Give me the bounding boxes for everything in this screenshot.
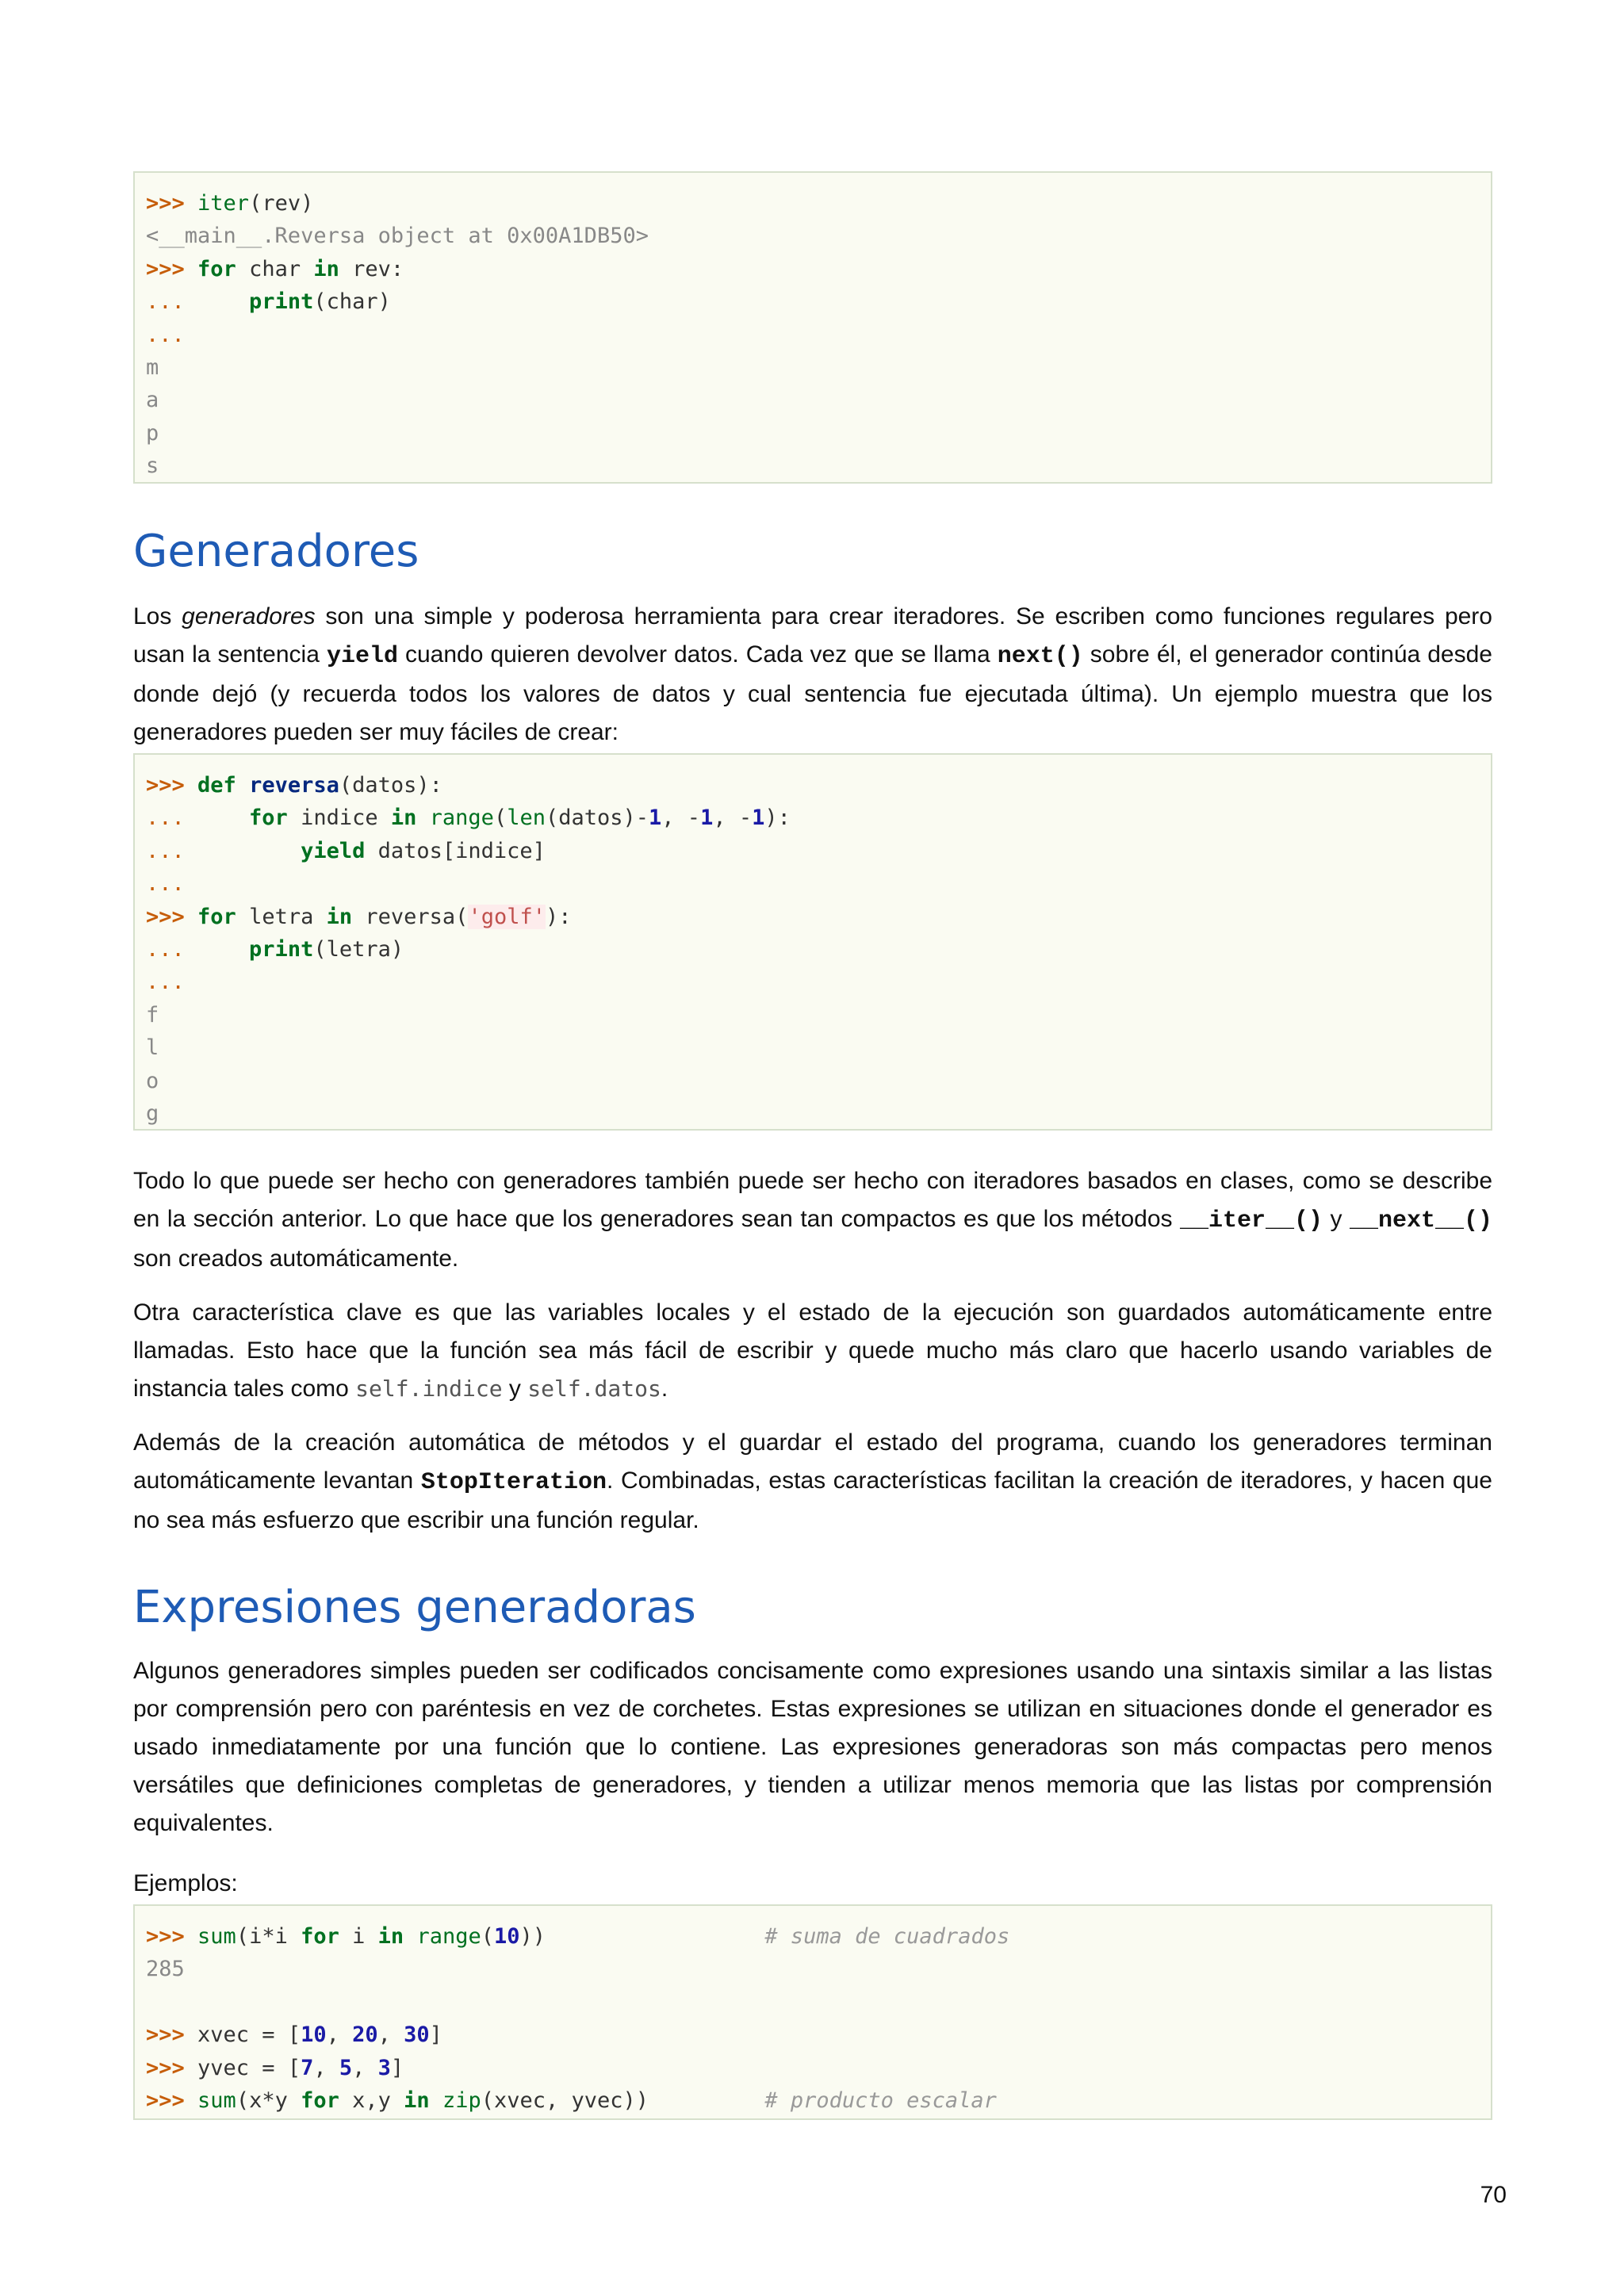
code-token: ... [146,806,250,831]
code-token: in [404,2087,430,2113]
heading-expresiones-generadoras: Expresiones generadoras [133,1582,696,1633]
code-token: f [146,1002,159,1027]
code-token: ): [764,806,791,831]
text: y [1323,1206,1350,1232]
code-line [146,901,1480,933]
code-token: ... [146,289,250,315]
code-line [146,285,1480,318]
code-token: 'golf' [468,904,546,929]
code-token: datos[indice] [365,838,546,863]
code-token: , - [661,806,701,831]
code-token: # suma de cuadrados [764,1924,1010,1949]
code-line [146,220,1480,252]
code-token: ): [545,904,572,929]
code-token: >>> [146,2022,198,2048]
code-token: for [301,2087,339,2113]
code-token: iter [197,191,250,216]
code-line [146,835,1480,867]
code-token [416,806,429,830]
code-token: o [146,1068,159,1093]
paragraph-estado [133,1294,1492,1408]
code-token: (i*i [236,1924,301,1949]
code-line [146,2084,1480,2117]
code-token: print [249,289,314,315]
code-token: char [236,256,314,281]
code-token: ] [390,2055,404,2080]
text: . Combinadas, estas características facilitan la creación de iteradores, y hacen que no sea más esfuerzo que escribir una función regular. [133,1468,1492,1533]
text: cuando quieren devolver datos. Cada vez que se llama [397,641,998,668]
code-token: # producto escalar [764,2087,997,2113]
emphasis-generadores: generadores [182,603,316,629]
text: . [661,1376,668,1402]
code-token: 1 [700,806,714,831]
code-token [404,1924,416,1949]
code-token: 10 [301,2022,327,2048]
code-token: , [377,2022,404,2048]
paragraph-compactos [133,1162,1492,1278]
paragraph-ejemplos: Ejemplos: [133,1870,238,1896]
text: Otra característica clave es que las variables locales y el estado de la ejecución son guardados automáticamente entre llamadas. Esto hace que la función sea más fácil de escribir y quede mucho más claro que hacerlo usando variables de instancia tales como [133,1299,1492,1402]
code-self-indice: self.indice [355,1376,503,1402]
code-token: 30 [404,2022,430,2048]
code-line [146,1953,1480,1985]
code-next: next() [997,643,1083,670]
code-token: (x*y [236,2087,301,2113]
code-token: (rev) [249,191,314,216]
code-token: rev: [339,256,404,281]
text: Además de la creación automática de métodos y el guardar el estado del programa, cuando los generadores terminan automáticamente levantan [133,1429,1492,1494]
code-block-reversa [133,753,1492,1131]
code-token: (datos)- [545,806,649,831]
text: y [502,1376,528,1402]
code-token: ... [146,970,185,995]
code-line [146,319,1480,351]
code-token [430,2088,442,2113]
code-token: range [429,806,494,831]
code-token: >>> [146,256,198,281]
code-token: sum [197,1924,236,1949]
code-line [146,802,1480,834]
code-token: 20 [352,2022,378,2048]
code-line [146,966,1480,998]
code-token: s [146,453,159,479]
code-token: 3 [377,2055,391,2080]
code-line [146,417,1480,450]
code-token: 10 [493,1924,520,1949]
code-next-method: __next__() [1349,1207,1493,1234]
code-token: ] [429,2022,442,2048]
code-yield: yield [326,643,398,670]
code-line [146,187,1480,220]
heading-generadores: Generadores [133,526,419,577]
code-token: m [146,354,159,380]
code-line [146,2019,1480,2051]
code-token: (xvec, yvec)) [481,2087,765,2113]
code-token: ... [146,936,250,962]
code-token: yvec = [ [197,2055,301,2080]
code-token: for [197,904,236,929]
code-token: (datos): [339,773,442,798]
code-token: g [146,1100,159,1126]
code-token: for [301,1924,339,1949]
code-token: 7 [301,2055,314,2080]
code-token: for [249,806,288,831]
code-token: >>> [146,191,198,216]
code-line [146,867,1480,900]
code-token: ... [146,871,185,897]
code-token: print [249,936,314,962]
code-token: >>> [146,2055,198,2080]
code-line [146,933,1480,966]
code-token: )) [519,1924,765,1949]
text: son una simple y poderosa herramienta para crear iteradores. Se escriben como funciones regulares pero usan la sentencia [133,603,1492,668]
code-token: xvec = [ [197,2022,301,2048]
code-line [146,999,1480,1031]
text: sobre él, el generador continúa desde donde dejó (y recuerda todos los valores de datos y cual sentencia fue ejecutada última). Un ejemplo muestra que los generadores pueden ser muy fáciles de crear: [133,641,1492,745]
code-line [146,450,1480,482]
text: Todo lo que puede ser hecho con generadores también puede ser hecho con iteradores basados en clases, como se describe en la sección anterior. Lo que hace que los generadores sean tan compactos es que los métodos [133,1168,1492,1232]
code-token: >>> [146,2087,198,2113]
code-line [146,769,1480,802]
code-line [146,1986,1480,2019]
code-token: <__main__.Reversa object at 0x00A1DB50> [146,224,649,249]
code-token: for [197,256,236,281]
paragraph-stopiteration [133,1424,1492,1540]
code-token: indice [287,806,391,831]
code-block-ejemplos [133,1904,1492,2120]
paragraph-expresiones-intro: Algunos generadores simples pueden ser codificados concisamente como expresiones usando una sintaxis similar a las listas por comprensión pero con paréntesis en vez de corchetes. Estas expresiones se utilizan en situaciones donde el generador es usado inmediatamente por una función que lo contiene. Las expresiones generadoras son más compactas pero menos versátiles que definiciones completas de generadores, y tienden a utilizar menos memoria que las listas por comprensión equivalentes. [133,1658,1492,1836]
code-token: in [377,1924,404,1949]
code-token: (letra) [313,936,404,962]
code-token: >>> [146,773,198,798]
code-token: (char) [313,289,391,315]
code-token: in [313,256,339,281]
code-line [146,1031,1480,1064]
code-token: 1 [752,806,765,831]
code-token: 285 [146,1957,185,1982]
code-token: yield [301,838,366,863]
code-line [146,253,1480,285]
code-token: 5 [339,2055,353,2080]
code-token: p [146,420,159,446]
code-token: , [352,2055,378,2080]
page-number: 70 [1480,2182,1507,2208]
code-token: , - [713,806,753,831]
code-token: >>> [146,904,198,929]
code-token: in [326,904,353,929]
code-token: ( [493,806,508,831]
code-token: reversa [249,773,339,798]
code-token: , [313,2055,339,2080]
code-iter-method: __iter__() [1180,1207,1323,1234]
code-token: ... [146,838,301,863]
code-block-iter [133,171,1492,484]
code-token: len [507,806,546,831]
code-token: l [146,1035,159,1061]
code-line [146,1097,1480,1130]
code-token: in [390,806,417,831]
code-line [146,1920,1480,1953]
text: Los [133,603,182,629]
code-token: reversa( [352,904,469,929]
code-token: letra [236,904,327,929]
code-token: ( [481,1924,494,1949]
code-token: ... [146,322,185,347]
code-line [146,351,1480,384]
code-token: x,y [339,2087,404,2113]
code-line [146,2052,1480,2084]
code-line [146,384,1480,416]
code-token: i [339,1924,378,1949]
paragraph-generadores-intro [133,598,1492,752]
code-self-datos: self.datos [527,1376,661,1402]
code-token: def [197,773,236,798]
code-token: >>> [146,1924,198,1949]
code-token: range [416,1924,481,1949]
code-token: zip [442,2087,481,2113]
text: son creados automáticamente. [133,1246,459,1272]
code-token: , [326,2022,353,2048]
code-token: sum [197,2087,236,2113]
code-stopiteration: StopIteration [420,1469,607,1496]
code-token: a [146,388,159,413]
code-token [236,773,249,798]
code-line [146,1065,1480,1097]
code-token: 1 [649,806,662,831]
